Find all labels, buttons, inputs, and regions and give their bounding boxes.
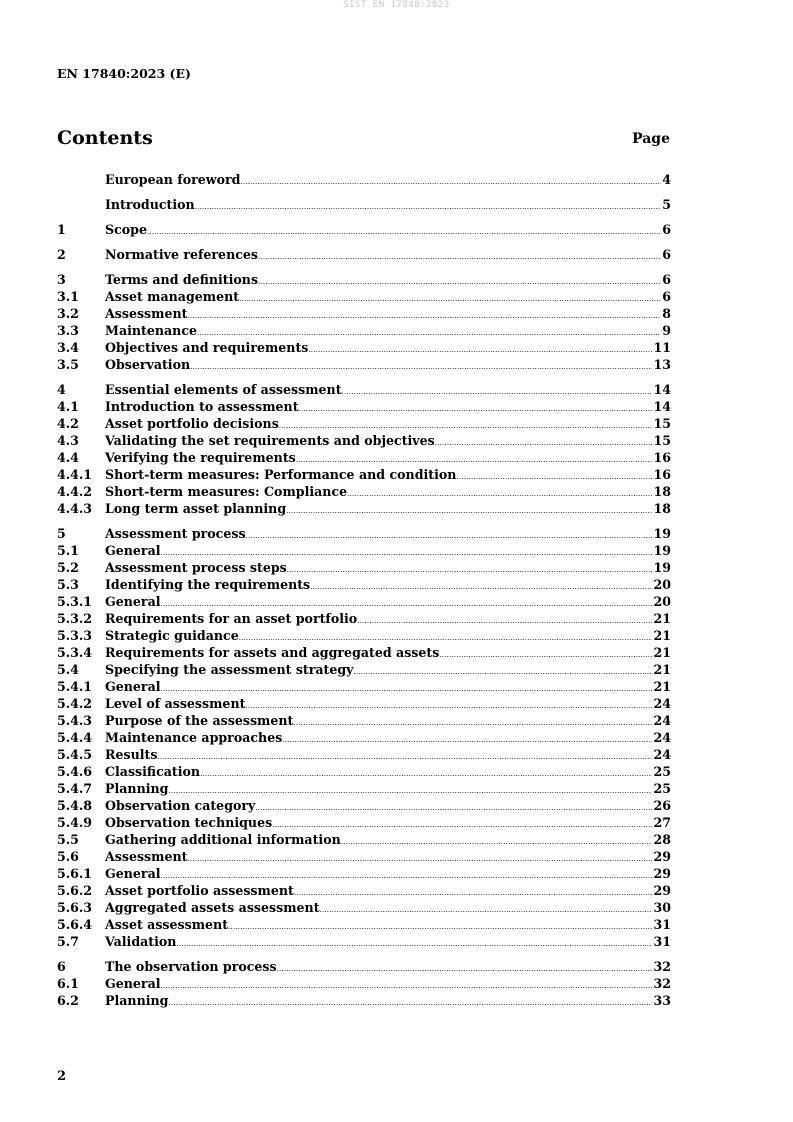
toc-dot-leader xyxy=(282,732,652,749)
toc-entry-title: Observation category xyxy=(105,798,256,813)
table-of-contents xyxy=(57,171,671,1009)
toc-entry-number: 5.4.4 xyxy=(57,730,93,745)
toc-entry[interactable] xyxy=(57,882,671,899)
toc-entry[interactable] xyxy=(57,415,671,432)
toc-entry-number: 5.4.1 xyxy=(57,679,93,694)
toc-entry-title: Identifying the requirements xyxy=(105,577,311,592)
toc-entry-page: 27 xyxy=(653,815,671,830)
toc-entry[interactable] xyxy=(57,542,671,559)
toc-entry-page: 16 xyxy=(653,450,671,465)
toc-entry-number: 2 xyxy=(57,247,66,262)
toc-entry[interactable] xyxy=(57,780,671,797)
toc-dot-leader xyxy=(286,503,652,520)
toc-entry-page: 29 xyxy=(653,866,671,881)
toc-entry-page: 24 xyxy=(653,713,671,728)
toc-entry-title: General xyxy=(105,866,161,881)
toc-entry-title: Asset assessment xyxy=(105,917,229,932)
toc-entry[interactable] xyxy=(57,171,671,188)
toc-entry-number: 4.2 xyxy=(57,416,79,431)
toc-entry-page: 20 xyxy=(653,594,671,609)
toc-entry-page: 19 xyxy=(653,543,671,558)
toc-entry[interactable] xyxy=(57,975,671,992)
toc-entry-number: 5.6.2 xyxy=(57,883,93,898)
toc-entry-title: Objectives and requirements xyxy=(105,340,309,355)
toc-dot-leader xyxy=(299,401,653,418)
toc-entry[interactable] xyxy=(57,576,671,593)
toc-dot-leader xyxy=(293,715,652,732)
toc-dot-leader xyxy=(439,647,652,664)
contents-heading: Contents xyxy=(57,127,153,149)
toc-entry[interactable] xyxy=(57,712,671,729)
toc-entry-number: 5.6 xyxy=(57,849,79,864)
toc-entry-title: Aggregated assets assessment xyxy=(105,900,320,915)
toc-entry-title: Assessment process steps xyxy=(105,560,287,575)
toc-entry-title: Validating the set requirements and objectives xyxy=(105,433,435,448)
toc-entry-number: 5.4.9 xyxy=(57,815,93,830)
toc-entry[interactable] xyxy=(57,271,671,288)
toc-entry-page: 15 xyxy=(653,433,671,448)
toc-entry-page: 29 xyxy=(653,883,671,898)
toc-entry[interactable] xyxy=(57,305,671,322)
toc-entry-number: 5.3.3 xyxy=(57,628,93,643)
toc-dot-leader xyxy=(246,528,653,545)
toc-entry-page: 18 xyxy=(653,501,671,516)
toc-entry-number: 5.2 xyxy=(57,560,79,575)
toc-entry-number: 4.4.3 xyxy=(57,501,93,516)
toc-dot-leader xyxy=(190,359,652,376)
toc-dot-leader xyxy=(228,919,652,936)
toc-entry-page: 15 xyxy=(653,416,671,431)
toc-dot-leader xyxy=(147,224,661,241)
toc-entry-number: 5.1 xyxy=(57,543,79,558)
watermark: SIST EN 17840:2023 xyxy=(343,0,450,10)
toc-entry[interactable] xyxy=(57,899,671,916)
toc-dot-leader xyxy=(161,978,653,995)
toc-entry-title: Planning xyxy=(105,781,169,796)
toc-entry-number: 5.4.7 xyxy=(57,781,93,796)
toc-entry-title: Maintenance xyxy=(105,323,198,338)
toc-entry-number: 4.4.2 xyxy=(57,484,93,499)
toc-entry-title: Observation techniques xyxy=(105,815,273,830)
toc-entry-title: General xyxy=(105,976,161,991)
toc-dot-leader xyxy=(435,435,653,452)
toc-entry-number: 5.4.3 xyxy=(57,713,93,728)
toc-entry-page: 24 xyxy=(653,730,671,745)
toc-entry-title: Introduction xyxy=(105,197,195,212)
toc-entry-title: Introduction to assessment xyxy=(105,399,299,414)
document-identifier: EN 17840:2023 (E) xyxy=(57,66,191,81)
toc-dot-leader xyxy=(176,936,652,953)
toc-entry-number: 5.4.5 xyxy=(57,747,93,762)
toc-entry-page: 6 xyxy=(662,289,671,304)
toc-dot-leader xyxy=(240,174,661,191)
toc-entry-page: 5 xyxy=(662,197,671,212)
toc-entry[interactable] xyxy=(57,246,671,263)
toc-entry-page: 25 xyxy=(653,764,671,779)
toc-entry[interactable] xyxy=(57,449,671,466)
toc-entry-number: 6.1 xyxy=(57,976,79,991)
toc-entry-number: 5.4 xyxy=(57,662,79,677)
toc-entry-title: Validation xyxy=(105,934,177,949)
toc-dot-leader xyxy=(239,291,661,308)
toc-entry-page: 25 xyxy=(653,781,671,796)
toc-dot-leader xyxy=(255,800,652,817)
toc-entry-page: 33 xyxy=(653,993,671,1008)
toc-entry-title: Requirements for assets and aggregated assets xyxy=(105,645,440,660)
toc-entry-title: Asset portfolio decisions xyxy=(105,416,279,431)
toc-entry-title: Assessment process xyxy=(105,526,246,541)
toc-entry-title: General xyxy=(105,594,161,609)
toc-entry-number: 4.4 xyxy=(57,450,79,465)
toc-entry-page: 14 xyxy=(653,399,671,414)
toc-entry-title: Verifying the requirements xyxy=(105,450,296,465)
toc-entry-title: Observation xyxy=(105,357,191,372)
toc-entry-page: 9 xyxy=(662,323,671,338)
toc-entry-title: Classification xyxy=(105,764,201,779)
toc-entry-number: 5 xyxy=(57,526,66,541)
toc-dot-leader xyxy=(310,579,652,596)
toc-entry[interactable] xyxy=(57,610,671,627)
toc-dot-leader xyxy=(342,384,653,401)
toc-entry[interactable] xyxy=(57,381,671,398)
toc-dot-leader xyxy=(258,249,661,266)
toc-entry-page: 8 xyxy=(662,306,671,321)
toc-dot-leader xyxy=(357,613,652,630)
toc-entry-page: 21 xyxy=(653,645,671,660)
toc-entry-page: 18 xyxy=(653,484,671,499)
toc-dot-leader xyxy=(320,902,653,919)
toc-entry-title: Maintenance approaches xyxy=(105,730,283,745)
toc-entry-title: Scope xyxy=(105,222,147,237)
toc-dot-leader xyxy=(245,698,652,715)
page-column-label: Page xyxy=(632,131,670,147)
toc-entry[interactable] xyxy=(57,831,671,848)
toc-entry-title: General xyxy=(105,543,161,558)
toc-entry-page: 6 xyxy=(662,247,671,262)
toc-entry[interactable] xyxy=(57,661,671,678)
toc-entry[interactable] xyxy=(57,500,671,517)
toc-entry-title: The observation process xyxy=(105,959,277,974)
toc-entry[interactable] xyxy=(57,814,671,831)
toc-entry-number: 5.3 xyxy=(57,577,79,592)
toc-entry[interactable] xyxy=(57,992,671,1009)
toc-entry-number: 3.1 xyxy=(57,289,79,304)
toc-dot-leader xyxy=(341,834,653,851)
toc-entry-number: 6 xyxy=(57,959,66,974)
toc-dot-leader xyxy=(456,469,652,486)
toc-entry-number: 1 xyxy=(57,222,66,237)
toc-entry-title: Asset management xyxy=(105,289,240,304)
toc-entry[interactable] xyxy=(57,559,671,576)
toc-entry[interactable] xyxy=(57,865,671,882)
toc-entry[interactable] xyxy=(57,398,671,415)
toc-entry-number: 4.4.1 xyxy=(57,467,93,482)
toc-entry-number: 5.7 xyxy=(57,934,79,949)
toc-entry[interactable] xyxy=(57,695,671,712)
toc-entry-number: 3.2 xyxy=(57,306,79,321)
toc-dot-leader xyxy=(277,961,653,978)
toc-entry-number: 5.6.4 xyxy=(57,917,93,932)
toc-entry-number: 5.4.2 xyxy=(57,696,93,711)
toc-entry[interactable] xyxy=(57,288,671,305)
toc-entry-number: 3.4 xyxy=(57,340,79,355)
toc-entry-page: 19 xyxy=(653,560,671,575)
toc-entry[interactable] xyxy=(57,763,671,780)
toc-entry[interactable] xyxy=(57,848,671,865)
toc-entry[interactable] xyxy=(57,356,671,373)
toc-entry-number: 4.3 xyxy=(57,433,79,448)
toc-entry[interactable] xyxy=(57,221,671,238)
toc-entry-title: Long term asset planning xyxy=(105,501,287,516)
toc-entry-page: 21 xyxy=(653,628,671,643)
toc-entry[interactable] xyxy=(57,797,671,814)
toc-entry[interactable] xyxy=(57,933,671,950)
toc-dot-leader xyxy=(168,995,652,1012)
toc-entry-page: 29 xyxy=(653,849,671,864)
toc-entry[interactable] xyxy=(57,196,671,213)
toc-entry-number: 5.4.8 xyxy=(57,798,93,813)
toc-entry-title: European foreword xyxy=(105,172,241,187)
toc-dot-leader xyxy=(200,766,652,783)
toc-entry[interactable] xyxy=(57,593,671,610)
toc-entry-title: Assessment xyxy=(105,849,188,864)
toc-entry[interactable] xyxy=(57,916,671,933)
toc-entry-page: 21 xyxy=(653,611,671,626)
toc-dot-leader xyxy=(187,851,652,868)
toc-entry-page: 24 xyxy=(653,747,671,762)
toc-entry-page: 28 xyxy=(653,832,671,847)
toc-entry[interactable] xyxy=(57,729,671,746)
toc-entry-page: 11 xyxy=(653,340,671,355)
toc-entry-title: Specifying the assessment strategy xyxy=(105,662,354,677)
toc-entry[interactable] xyxy=(57,432,671,449)
toc-entry-title: Strategic guidance xyxy=(105,628,239,643)
toc-entry[interactable] xyxy=(57,339,671,356)
toc-entry-title: Assessment xyxy=(105,306,188,321)
page-number: 2 xyxy=(57,1069,67,1084)
toc-dot-leader xyxy=(308,342,652,359)
toc-entry-page: 32 xyxy=(653,976,671,991)
toc-entry-number: 3.5 xyxy=(57,357,79,372)
toc-dot-leader xyxy=(195,199,662,216)
toc-entry-page: 31 xyxy=(653,934,671,949)
toc-entry[interactable] xyxy=(57,958,671,975)
toc-entry[interactable] xyxy=(57,644,671,661)
toc-entry-number: 5.3.2 xyxy=(57,611,93,626)
toc-entry-number: 4 xyxy=(57,382,66,397)
toc-dot-leader xyxy=(347,486,652,503)
toc-entry-page: 21 xyxy=(653,662,671,677)
toc-entry-number: 5.6.3 xyxy=(57,900,93,915)
toc-entry-title: Requirements for an asset portfolio xyxy=(105,611,358,626)
toc-entry[interactable] xyxy=(57,322,671,339)
toc-entry-number: 5.6.1 xyxy=(57,866,93,881)
toc-entry-page: 4 xyxy=(662,172,671,187)
toc-entry-title: General xyxy=(105,679,161,694)
toc-entry-page: 30 xyxy=(653,900,671,915)
toc-entry[interactable] xyxy=(57,483,671,500)
toc-entry-title: Essential elements of assessment xyxy=(105,382,342,397)
toc-dot-leader xyxy=(294,885,653,902)
toc-entry-title: Purpose of the assessment xyxy=(105,713,294,728)
toc-entry-page: 6 xyxy=(662,222,671,237)
toc-entry-title: Short-term measures: Compliance xyxy=(105,484,348,499)
toc-entry-title: Gathering additional information xyxy=(105,832,341,847)
toc-dot-leader xyxy=(287,562,653,579)
toc-entry-page: 19 xyxy=(653,526,671,541)
toc-entry-title: Level of assessment xyxy=(105,696,246,711)
toc-entry-number: 3.3 xyxy=(57,323,79,338)
toc-entry-page: 32 xyxy=(653,959,671,974)
toc-entry[interactable] xyxy=(57,525,671,542)
toc-entry-page: 20 xyxy=(653,577,671,592)
toc-entry-page: 6 xyxy=(662,272,671,287)
toc-entry-page: 26 xyxy=(653,798,671,813)
toc-entry-number: 5.3.1 xyxy=(57,594,93,609)
toc-entry-number: 4.1 xyxy=(57,399,79,414)
toc-entry-title: Results xyxy=(105,747,158,762)
toc-entry-number: 5.4.6 xyxy=(57,764,93,779)
toc-entry-number: 5.3.4 xyxy=(57,645,93,660)
toc-entry-page: 13 xyxy=(653,357,671,372)
toc-entry-number: 5.5 xyxy=(57,832,79,847)
toc-entry-page: 21 xyxy=(653,679,671,694)
toc-dot-leader xyxy=(157,749,652,766)
toc-entry-page: 16 xyxy=(653,467,671,482)
toc-entry-title: Terms and definitions xyxy=(105,272,259,287)
toc-entry-title: Planning xyxy=(105,993,169,1008)
toc-entry-number: 6.2 xyxy=(57,993,79,1008)
toc-entry[interactable] xyxy=(57,627,671,644)
toc-dot-leader xyxy=(187,308,661,325)
toc-entry[interactable] xyxy=(57,746,671,763)
toc-entry-page: 31 xyxy=(653,917,671,932)
toc-entry-page: 14 xyxy=(653,382,671,397)
toc-dot-leader xyxy=(258,274,661,291)
toc-entry-page: 24 xyxy=(653,696,671,711)
toc-dot-leader xyxy=(354,664,653,681)
toc-entry[interactable] xyxy=(57,678,671,695)
toc-entry-number: 3 xyxy=(57,272,66,287)
toc-entry[interactable] xyxy=(57,466,671,483)
toc-entry-title: Asset portfolio assessment xyxy=(105,883,294,898)
toc-entry-title: Short-term measures: Performance and condition xyxy=(105,467,457,482)
toc-entry-title: Normative references xyxy=(105,247,259,262)
